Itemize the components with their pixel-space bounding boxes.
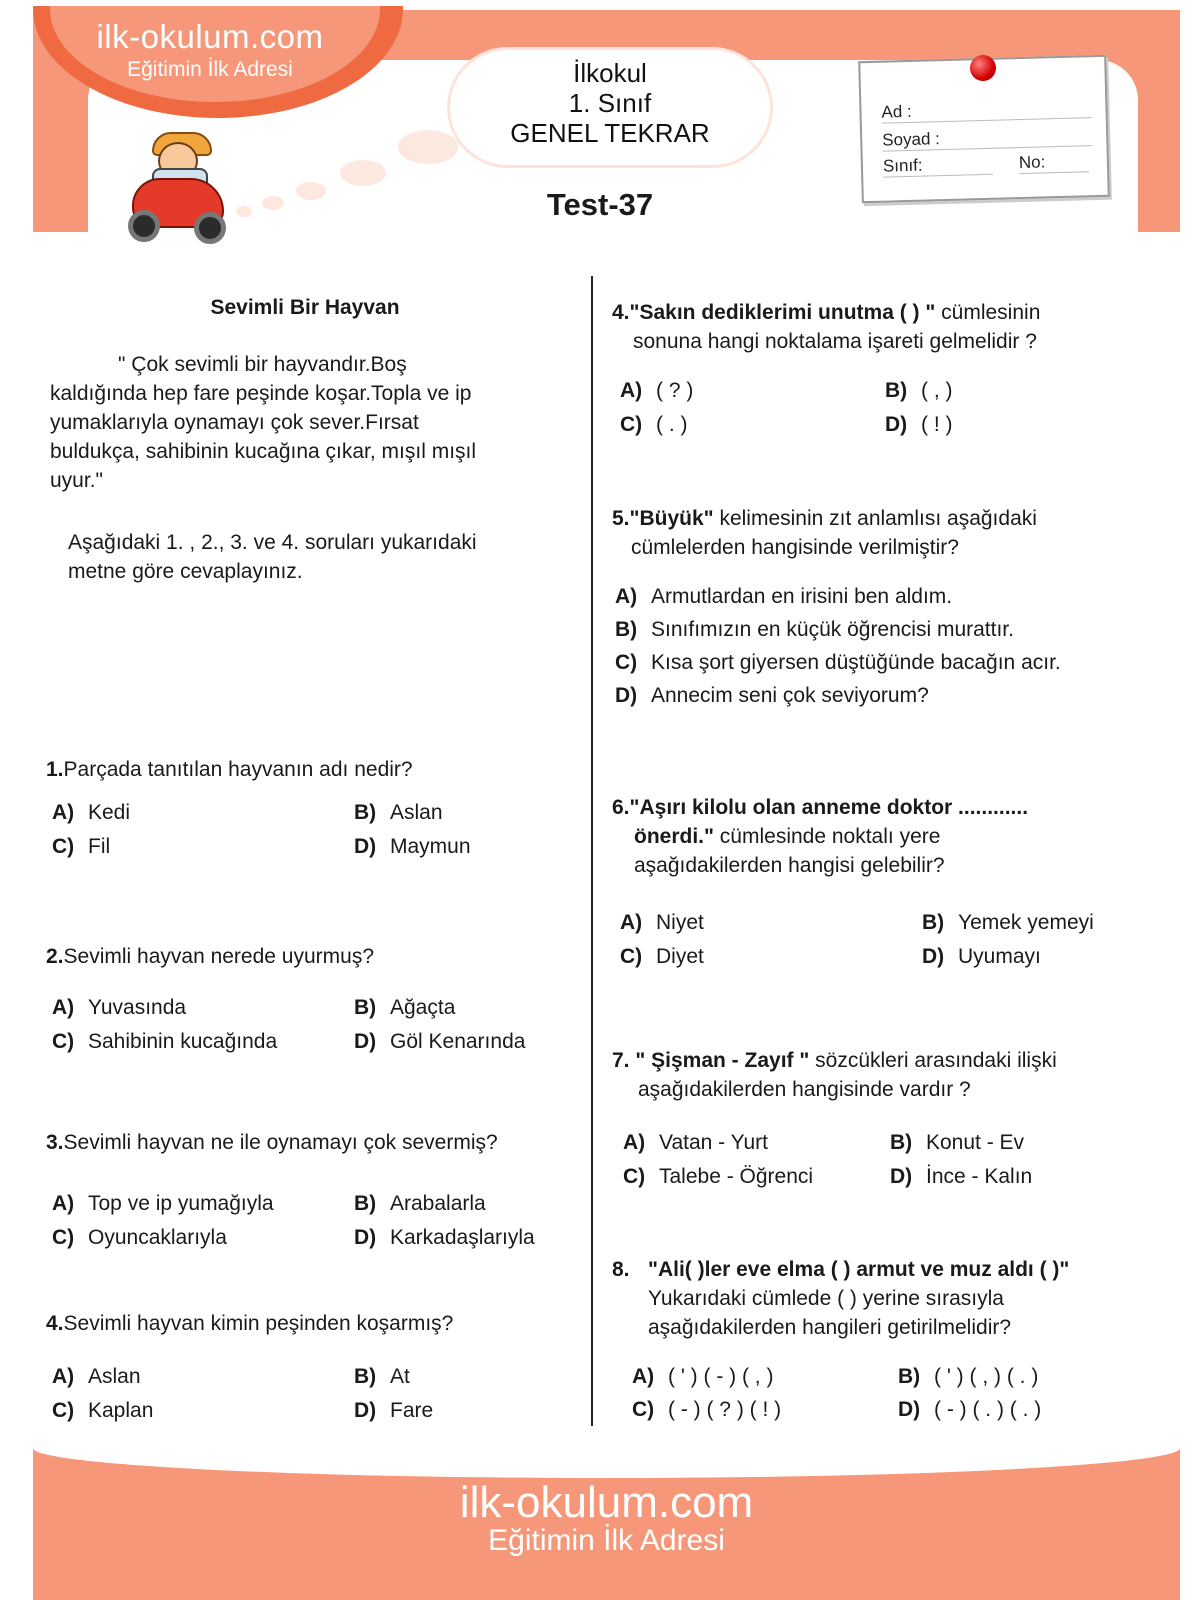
thought-bubble-4 <box>340 160 386 186</box>
logo-subtitle: Eğitimin İlk Adresi <box>127 58 293 81</box>
option-b[interactable] <box>898 1362 1038 1391</box>
option-key: D) <box>922 945 945 968</box>
option-key: C) <box>52 1030 75 1053</box>
question-quote: "Sakın dediklerimi unutma ( ) " <box>629 301 936 324</box>
car-wheel-left <box>128 210 160 242</box>
question-4 <box>46 1309 453 1338</box>
question-text: cümlesinde noktalı yere <box>713 825 941 848</box>
question-number: 6. <box>612 796 630 819</box>
option-text: Yuvasında <box>88 996 187 1019</box>
question-quote: " Şişman - Zayıf " <box>629 1049 810 1072</box>
option-key: B) <box>354 1192 377 1215</box>
option-key: C) <box>620 413 643 436</box>
option-text: Top ve ip yumağıyla <box>88 1192 274 1215</box>
option-key: D) <box>885 413 908 436</box>
option-key: D) <box>354 1226 377 1249</box>
option-text: Armutlardan en irisini ben aldım. <box>651 585 953 608</box>
thought-bubble-1 <box>236 206 252 217</box>
option-text: ( . ) <box>656 413 688 436</box>
option-text: Talebe - Öğrenci <box>659 1165 814 1188</box>
option-text: ( ' ) ( , ) ( . ) <box>934 1365 1039 1388</box>
option-text: Niyet <box>656 911 704 934</box>
card-surname-label: Soyad : <box>882 129 941 150</box>
passage-line: " Çok sevimli bir hayvandır.Boş <box>118 353 407 376</box>
option-d[interactable] <box>922 942 1041 971</box>
question-number: 1. <box>46 758 64 781</box>
option-key: A) <box>52 1365 75 1388</box>
option-key: D) <box>898 1398 921 1421</box>
option-key: C) <box>615 651 638 674</box>
option-b[interactable] <box>885 376 953 405</box>
question-quote: "Aşırı kilolu olan anneme doktor ............ <box>629 796 1029 819</box>
option-key: B) <box>354 1365 377 1388</box>
option-text: Aslan <box>88 1365 141 1388</box>
question-quote: "Büyük" <box>629 507 714 530</box>
question-5 <box>612 504 1037 533</box>
option-text: Kaplan <box>88 1399 154 1422</box>
question-text-line: sonuna hangi noktalama işareti gelmelidir ? <box>633 330 1037 353</box>
option-key: C) <box>632 1398 655 1421</box>
pushpin-icon <box>970 55 996 81</box>
option-a[interactable] <box>620 908 704 937</box>
card-number-label: No: <box>1018 152 1046 173</box>
cloud-subject: GENEL TEKRAR <box>510 118 710 148</box>
option-text: ( , ) <box>921 379 953 402</box>
option-text: Göl Kenarında <box>390 1030 526 1053</box>
question-number: 2. <box>46 945 64 968</box>
option-c[interactable] <box>52 1223 227 1252</box>
question-3 <box>46 1128 498 1157</box>
option-key: B) <box>898 1365 921 1388</box>
option-text: Diyet <box>656 945 704 968</box>
card-name-line <box>882 117 1092 123</box>
question-number: 8. <box>612 1258 630 1281</box>
car-wheel-right <box>194 212 226 244</box>
option-key: C) <box>52 1226 75 1249</box>
option-c[interactable] <box>615 648 1061 677</box>
instruction-line: metne göre cevaplayınız. <box>68 560 303 583</box>
option-key: C) <box>620 945 643 968</box>
thought-bubble-3 <box>296 182 326 200</box>
option-text: ( ! ) <box>921 413 953 436</box>
option-d[interactable] <box>890 1162 1032 1191</box>
option-key: A) <box>52 1192 75 1215</box>
option-d[interactable] <box>354 1223 535 1252</box>
option-text: Sahibinin kucağında <box>88 1030 278 1053</box>
question-text-line: aşağıdakilerden hangileri getirilmelidir? <box>648 1316 1012 1339</box>
option-b[interactable] <box>615 615 1014 644</box>
card-class-label: Sınıf: <box>882 155 923 176</box>
option-a[interactable] <box>615 582 952 611</box>
passage-line: kaldığında hep fare peşinde koşar.Topla ve ip <box>50 382 472 405</box>
question-number: 7. <box>612 1049 630 1072</box>
question-text: Sevimli hayvan ne ile oynamayı çok severmiş? <box>63 1131 498 1154</box>
question-quote: önerdi." <box>634 825 714 848</box>
instruction-line: Aşağıdaki 1. , 2., 3. ve 4. soruları yukarıdaki <box>68 531 477 554</box>
option-key: B) <box>615 618 638 641</box>
option-text: Maymun <box>390 835 471 858</box>
option-key: D) <box>354 1030 377 1053</box>
option-text: Aslan <box>390 801 443 824</box>
option-key: A) <box>632 1365 655 1388</box>
option-d[interactable] <box>354 832 471 861</box>
option-c[interactable] <box>52 832 110 861</box>
question-number: 3. <box>46 1131 64 1154</box>
question-text: Parçada tanıtılan hayvanın adı nedir? <box>63 758 413 781</box>
option-b[interactable] <box>354 1362 410 1391</box>
option-a[interactable] <box>52 1362 141 1391</box>
option-text: ( ? ) <box>656 379 694 402</box>
question-7 <box>612 1046 1057 1075</box>
option-key: B) <box>922 911 945 934</box>
option-key: B) <box>890 1131 913 1154</box>
option-a[interactable] <box>620 376 693 405</box>
option-b[interactable] <box>354 798 443 827</box>
option-text: Karkadaşlarıyla <box>390 1226 535 1249</box>
thought-bubble-5 <box>398 130 458 164</box>
question-number: 4. <box>612 301 630 324</box>
option-key: A) <box>52 996 75 1019</box>
passage-line: uyur." <box>50 469 103 492</box>
option-text: Ağaçta <box>390 996 456 1019</box>
option-key: A) <box>623 1131 646 1154</box>
question-quote: "Ali( )ler eve elma ( ) armut ve muz aldı ( )" <box>648 1258 1070 1281</box>
option-key: D) <box>890 1165 913 1188</box>
option-key: A) <box>52 801 75 824</box>
option-c[interactable] <box>620 942 704 971</box>
question-text-line <box>634 822 940 851</box>
option-text: Konut - Ev <box>926 1131 1025 1154</box>
option-text: Yemek yemeyi <box>958 911 1094 934</box>
option-d[interactable] <box>615 681 929 710</box>
option-c[interactable] <box>632 1395 781 1424</box>
question-text-line: Yukarıdaki cümlede ( ) yerine sırasıyla <box>648 1287 1004 1310</box>
thought-bubble-2 <box>262 196 284 210</box>
option-text: Uyumayı <box>958 945 1041 968</box>
option-text: İnce - Kalın <box>926 1165 1033 1188</box>
option-a[interactable] <box>52 798 130 827</box>
option-key: C) <box>623 1165 646 1188</box>
question-text: Sevimli hayvan kimin peşinden koşarmış? <box>63 1312 454 1335</box>
option-text: Kısa şort giyersen düştüğünde bacağın acır. <box>651 651 1061 674</box>
question-8 <box>612 1255 1069 1284</box>
option-text: Fil <box>88 835 111 858</box>
option-key: A) <box>620 379 643 402</box>
option-b[interactable] <box>354 1189 486 1218</box>
question-6 <box>612 793 1028 822</box>
option-text: ( - ) ( . ) ( . ) <box>934 1398 1042 1421</box>
option-a[interactable] <box>623 1128 768 1157</box>
option-key: D) <box>354 835 377 858</box>
option-c[interactable] <box>620 410 688 439</box>
option-d[interactable] <box>354 1027 525 1056</box>
question-text-line: aşağıdakilerden hangisi gelebilir? <box>634 854 945 877</box>
question-text: Sevimli hayvan nerede uyurmuş? <box>63 945 375 968</box>
option-a[interactable] <box>52 1189 274 1218</box>
question-number: 5. <box>612 507 630 530</box>
question-text: sözcükleri arasındaki ilişki <box>809 1049 1057 1072</box>
passage-line: yumaklarıyla oynamayı çok sever.Fırsat <box>50 411 419 434</box>
option-key: B) <box>885 379 908 402</box>
logo-title: ilk-okulum.com <box>96 18 324 55</box>
option-c[interactable] <box>623 1162 813 1191</box>
option-b[interactable] <box>922 908 1094 937</box>
option-key: D) <box>354 1399 377 1422</box>
option-b[interactable] <box>354 993 455 1022</box>
option-text: Arabalarla <box>390 1192 486 1215</box>
option-d[interactable] <box>898 1395 1041 1424</box>
option-d[interactable] <box>885 410 953 439</box>
card-name-label: Ad : <box>881 101 913 122</box>
option-key: C) <box>52 835 75 858</box>
cloud-grade: 1. Sınıf <box>568 88 652 118</box>
passage-line: buldukça, sahibinin kucağına çıkar, mışıl mışıl <box>50 440 477 463</box>
question-text: kelimesinin zıt anlamlısı aşağıdaki <box>713 507 1037 530</box>
option-key: B) <box>354 801 377 824</box>
option-b[interactable] <box>890 1128 1024 1157</box>
option-key: A) <box>615 585 638 608</box>
question-1 <box>46 755 413 784</box>
option-text: At <box>390 1365 410 1388</box>
passage-title: Sevimli Bir Hayvan <box>210 296 400 319</box>
question-text-line: aşağıdakilerden hangisinde vardır ? <box>638 1078 971 1101</box>
option-text: Oyuncaklarıyla <box>88 1226 227 1249</box>
option-key: D) <box>615 684 638 707</box>
option-key: C) <box>52 1399 75 1422</box>
question-2 <box>46 942 374 971</box>
option-text: Fare <box>390 1399 434 1422</box>
option-text: ( ' ) ( - ) ( , ) <box>668 1365 774 1388</box>
option-c[interactable] <box>52 1396 153 1425</box>
column-divider <box>591 276 593 1426</box>
question-text: cümlesinin <box>935 301 1041 324</box>
cloud-school-level: İlkokul <box>573 58 647 88</box>
test-title: Test-37 <box>546 187 654 222</box>
option-a[interactable] <box>52 993 186 1022</box>
question-number: 4. <box>46 1312 64 1335</box>
option-text: Sınıfımızın en küçük öğrencisi murattır. <box>651 618 1014 641</box>
question-text-line: cümlelerden hangisinde verilmiştir? <box>631 536 959 559</box>
option-key: B) <box>354 996 377 1019</box>
question-4-right <box>612 298 1040 327</box>
option-text: Kedi <box>88 801 131 824</box>
footer-subtitle: Eğitimin İlk Adresi <box>488 1524 725 1557</box>
option-c[interactable] <box>52 1027 277 1056</box>
footer-title: ilk-okulum.com <box>459 1478 754 1527</box>
option-a[interactable] <box>632 1362 773 1391</box>
option-text: Vatan - Yurt <box>659 1131 768 1154</box>
option-key: A) <box>620 911 643 934</box>
option-d[interactable] <box>354 1396 433 1425</box>
option-text: ( - ) ( ? ) ( ! ) <box>668 1398 782 1421</box>
option-text: Annecim seni çok seviyorum? <box>651 684 929 707</box>
